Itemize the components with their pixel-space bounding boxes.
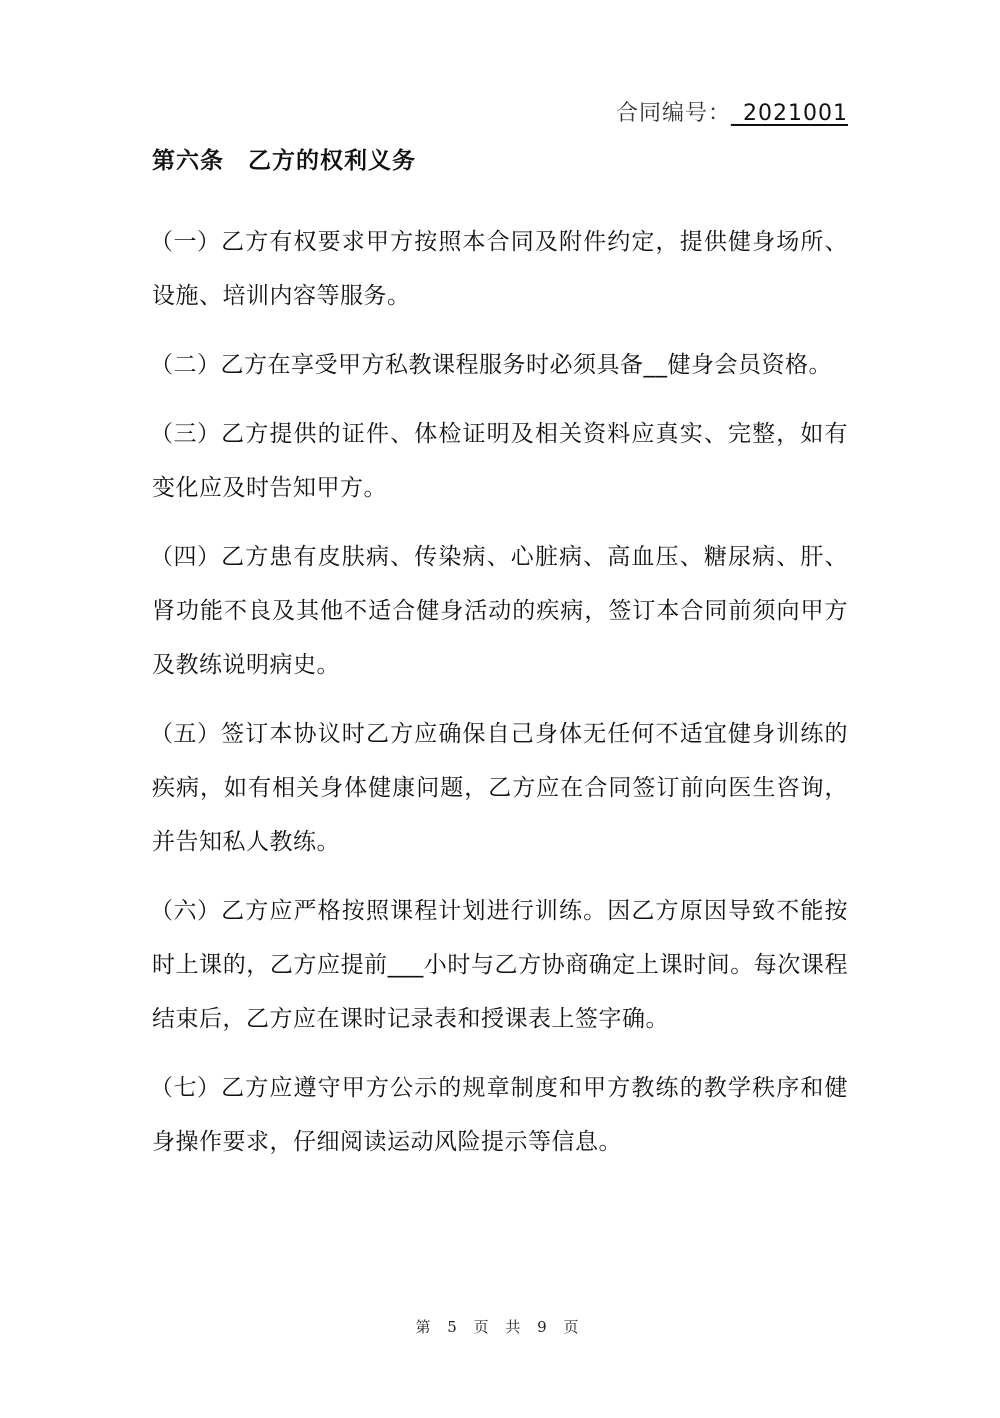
clause-text: 签订本协议时乙方应确保自己身体无任何不适宜健身训练的疾病，如有相关身体健康问题，乙方应在合同签订前向医生咨询，并告知私人教练。 (152, 721, 848, 855)
clause-text: 乙方患有皮肤病、传染病、心脏病、高血压、糖尿病、肝、肾功能不良及其他不适合健身活动的疾病，签订本合同前须向甲方及教练说明病史。 (152, 544, 848, 678)
clause-index: （一） (150, 229, 221, 255)
clause-6 (152, 884, 848, 1046)
clause-text: 乙方在享受甲方私教课程服务时必须具备__健身会员资格。 (220, 352, 832, 378)
clause-index: （五） (150, 721, 221, 747)
clause-4 (152, 530, 848, 692)
clause-7 (152, 1061, 848, 1169)
clause-text: 乙方应严格按照课程计划进行训练。因乙方原因导致不能按时上课的，乙方应提前___小时与乙方协商确定上课时间。每次课程结束后，乙方应在课时记录表和授课表上签字确。 (152, 898, 848, 1032)
contract-number-label: 合同编号： (616, 101, 732, 126)
clause-2 (152, 338, 848, 392)
clause-index: （六） (150, 898, 221, 924)
article-body (152, 215, 848, 1184)
article-number: 第六条 (152, 148, 224, 174)
contract-number (616, 96, 848, 127)
article-heading (152, 142, 416, 175)
clause-5 (152, 707, 848, 869)
article-title: 乙方的权利义务 (248, 148, 416, 174)
clause-index: （七） (150, 1075, 221, 1101)
clause-text: 乙方提供的证件、体检证明及相关资料应真实、完整，如有变化应及时告知甲方。 (152, 421, 848, 501)
clause-text: 乙方应遵守甲方公示的规章制度和甲方教练的教学秩序和健身操作要求，仔细阅读运动风险提示等信息。 (152, 1075, 848, 1155)
clause-index: （三） (150, 421, 221, 447)
clause-1 (152, 215, 848, 323)
clause-index: （四） (150, 544, 221, 570)
clause-index: （二） (150, 352, 221, 378)
page-number-footer: 第 5 页 共 9 页 (415, 1318, 585, 1336)
clause-3 (152, 407, 848, 515)
clause-text: 乙方有权要求甲方按照本合同及附件约定，提供健身场所、设施、培训内容等服务。 (152, 229, 848, 309)
contract-number-value: _2021001 (731, 101, 848, 126)
